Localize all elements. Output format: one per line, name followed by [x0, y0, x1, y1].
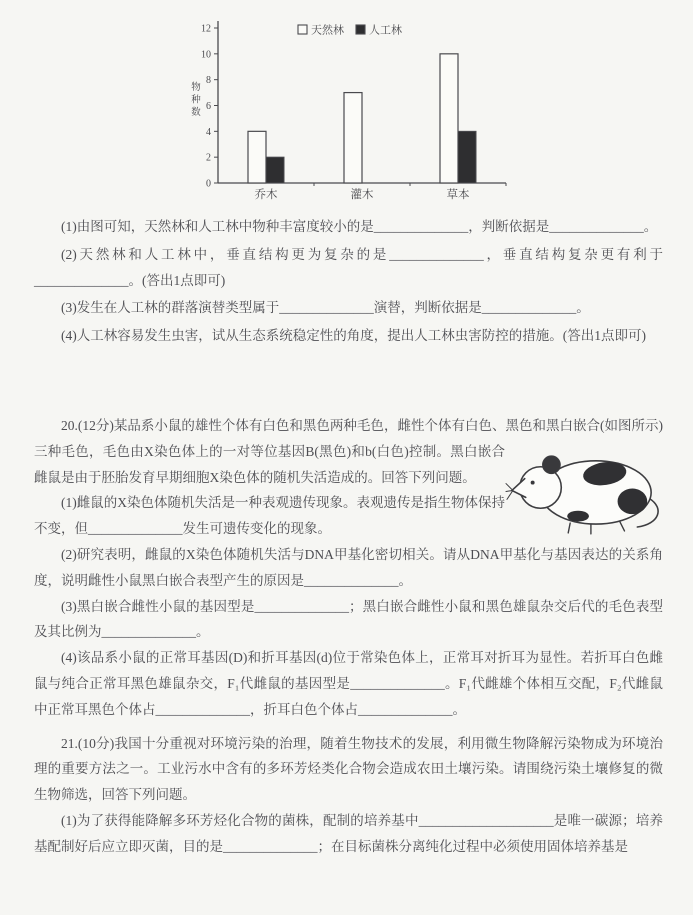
bar-chart-svg: [150, 16, 530, 214]
mouse-black-patch-belly: [567, 511, 589, 522]
mouse-whiskers: [506, 484, 513, 500]
forest-species-bar-chart: [150, 0, 530, 214]
question-19-subitems: [34, 214, 663, 349]
svg-text:4: 4: [206, 126, 211, 138]
svg-text:10: 10: [201, 49, 211, 61]
svg-text:天然林: 天然林: [311, 24, 344, 37]
svg-text:种: 种: [191, 95, 201, 106]
question-20-section: [34, 413, 663, 542]
svg-text:数: 数: [191, 108, 201, 118]
q19-item-3: (3)发生在人工林的群落演替类型属于______________演替，判断依据是______________。: [61, 300, 590, 316]
q20-intro: 20.(12分)某品系小鼠的雄性个体有白色和黑色两种毛色，雌性个体有白色、黑色和黑白嵌合(如图所示)三种毛色，毛色由X染色体上的一对等位基因B(黑色)和b(白色)控制。黑白嵌合雌鼠是由于胚胎发育早期细胞X染色体的随机失活造成的。回答下列问题。: [34, 417, 663, 485]
q21-item-1: (1)为了获得能降解多环芳烃化合物的菌株，配制的培养基中____________________是唯一碳源；培养基配制好后应立即灭菌，目的是______________；在目标菌株分离纯化过程中必须使用固体培养基是: [34, 812, 663, 854]
q20-item-3: (3)黑白嵌合雌性小鼠的基因型是______________；黑白嵌合雌性小鼠和黑色雄鼠杂交后代的毛色表型及其比例为______________。: [34, 598, 663, 640]
q20-item-4: (4)该品系小鼠的正常耳基因(D)和折耳基因(d)位于常染色体上，正常耳对折耳为显性。若折耳白色雌鼠与纯合正常耳黑色雄鼠杂交，F₁代雌鼠的基因型是______________。F₁代雌雄个体相互交配，F₂代雌鼠中正常耳黑色个体占______________，折耳白色个体占______________。: [34, 650, 663, 717]
question-21-section: [34, 731, 663, 860]
q19-item-1: (1)由图可知，天然林和人工林中物种丰富度较小的是______________，判断依据是______________。: [61, 219, 658, 234]
mouse-black-patch-rear: [618, 488, 648, 514]
mouse-eye: [531, 481, 535, 485]
svg-text:草本: 草本: [446, 189, 470, 201]
question-text-block: [34, 214, 663, 860]
svg-text:物: 物: [191, 83, 201, 93]
mouse-ear: [543, 456, 561, 474]
svg-text:2: 2: [206, 152, 211, 164]
svg-text:乔木: 乔木: [254, 189, 278, 201]
svg-text:灌木: 灌木: [350, 189, 374, 201]
mouse-snout: [512, 479, 526, 498]
q20-item-2: (2)研究表明，雌鼠的X染色体随机失活与DNA甲基化密切相关。请从DNA甲基化与基因表达的关系角度，说明雌性小鼠黑白嵌合表型产生的原因是______________。: [34, 546, 663, 588]
svg-text:0: 0: [206, 178, 211, 190]
mosaic-mouse-illustration: [505, 441, 663, 535]
svg-text:人工林: 人工林: [369, 24, 402, 37]
svg-text:8: 8: [206, 75, 211, 87]
svg-text:6: 6: [206, 101, 211, 112]
svg-text:12: 12: [201, 23, 211, 35]
q19-item-4: (4)人工林容易发生虫害，试从生态系统稳定性的角度，提出人工林虫害防控的措施。(答出1点即可): [61, 328, 646, 344]
q20-item-1: (1)雌鼠的X染色体随机失活是一种表观遗传现象。表观遗传是指生物体保持不变，但______________发生可遗传变化的现象。: [34, 495, 505, 537]
q21-intro: 21.(10分)我国十分重视对环境污染的治理，随着生物技术的发展，利用微生物降解污染物成为环境治理的重要方法之一。工业污水中含有的多环芳烃类化合物会造成农田土壤污染。请围绕污染土壤修复的微生物筛选，回答下列问题。: [34, 735, 663, 803]
q19-item-2: (2)天然林和人工林中，垂直结构更为复杂的是______________，垂直结构复杂更有利于______________。(答出1点即可): [34, 246, 663, 288]
